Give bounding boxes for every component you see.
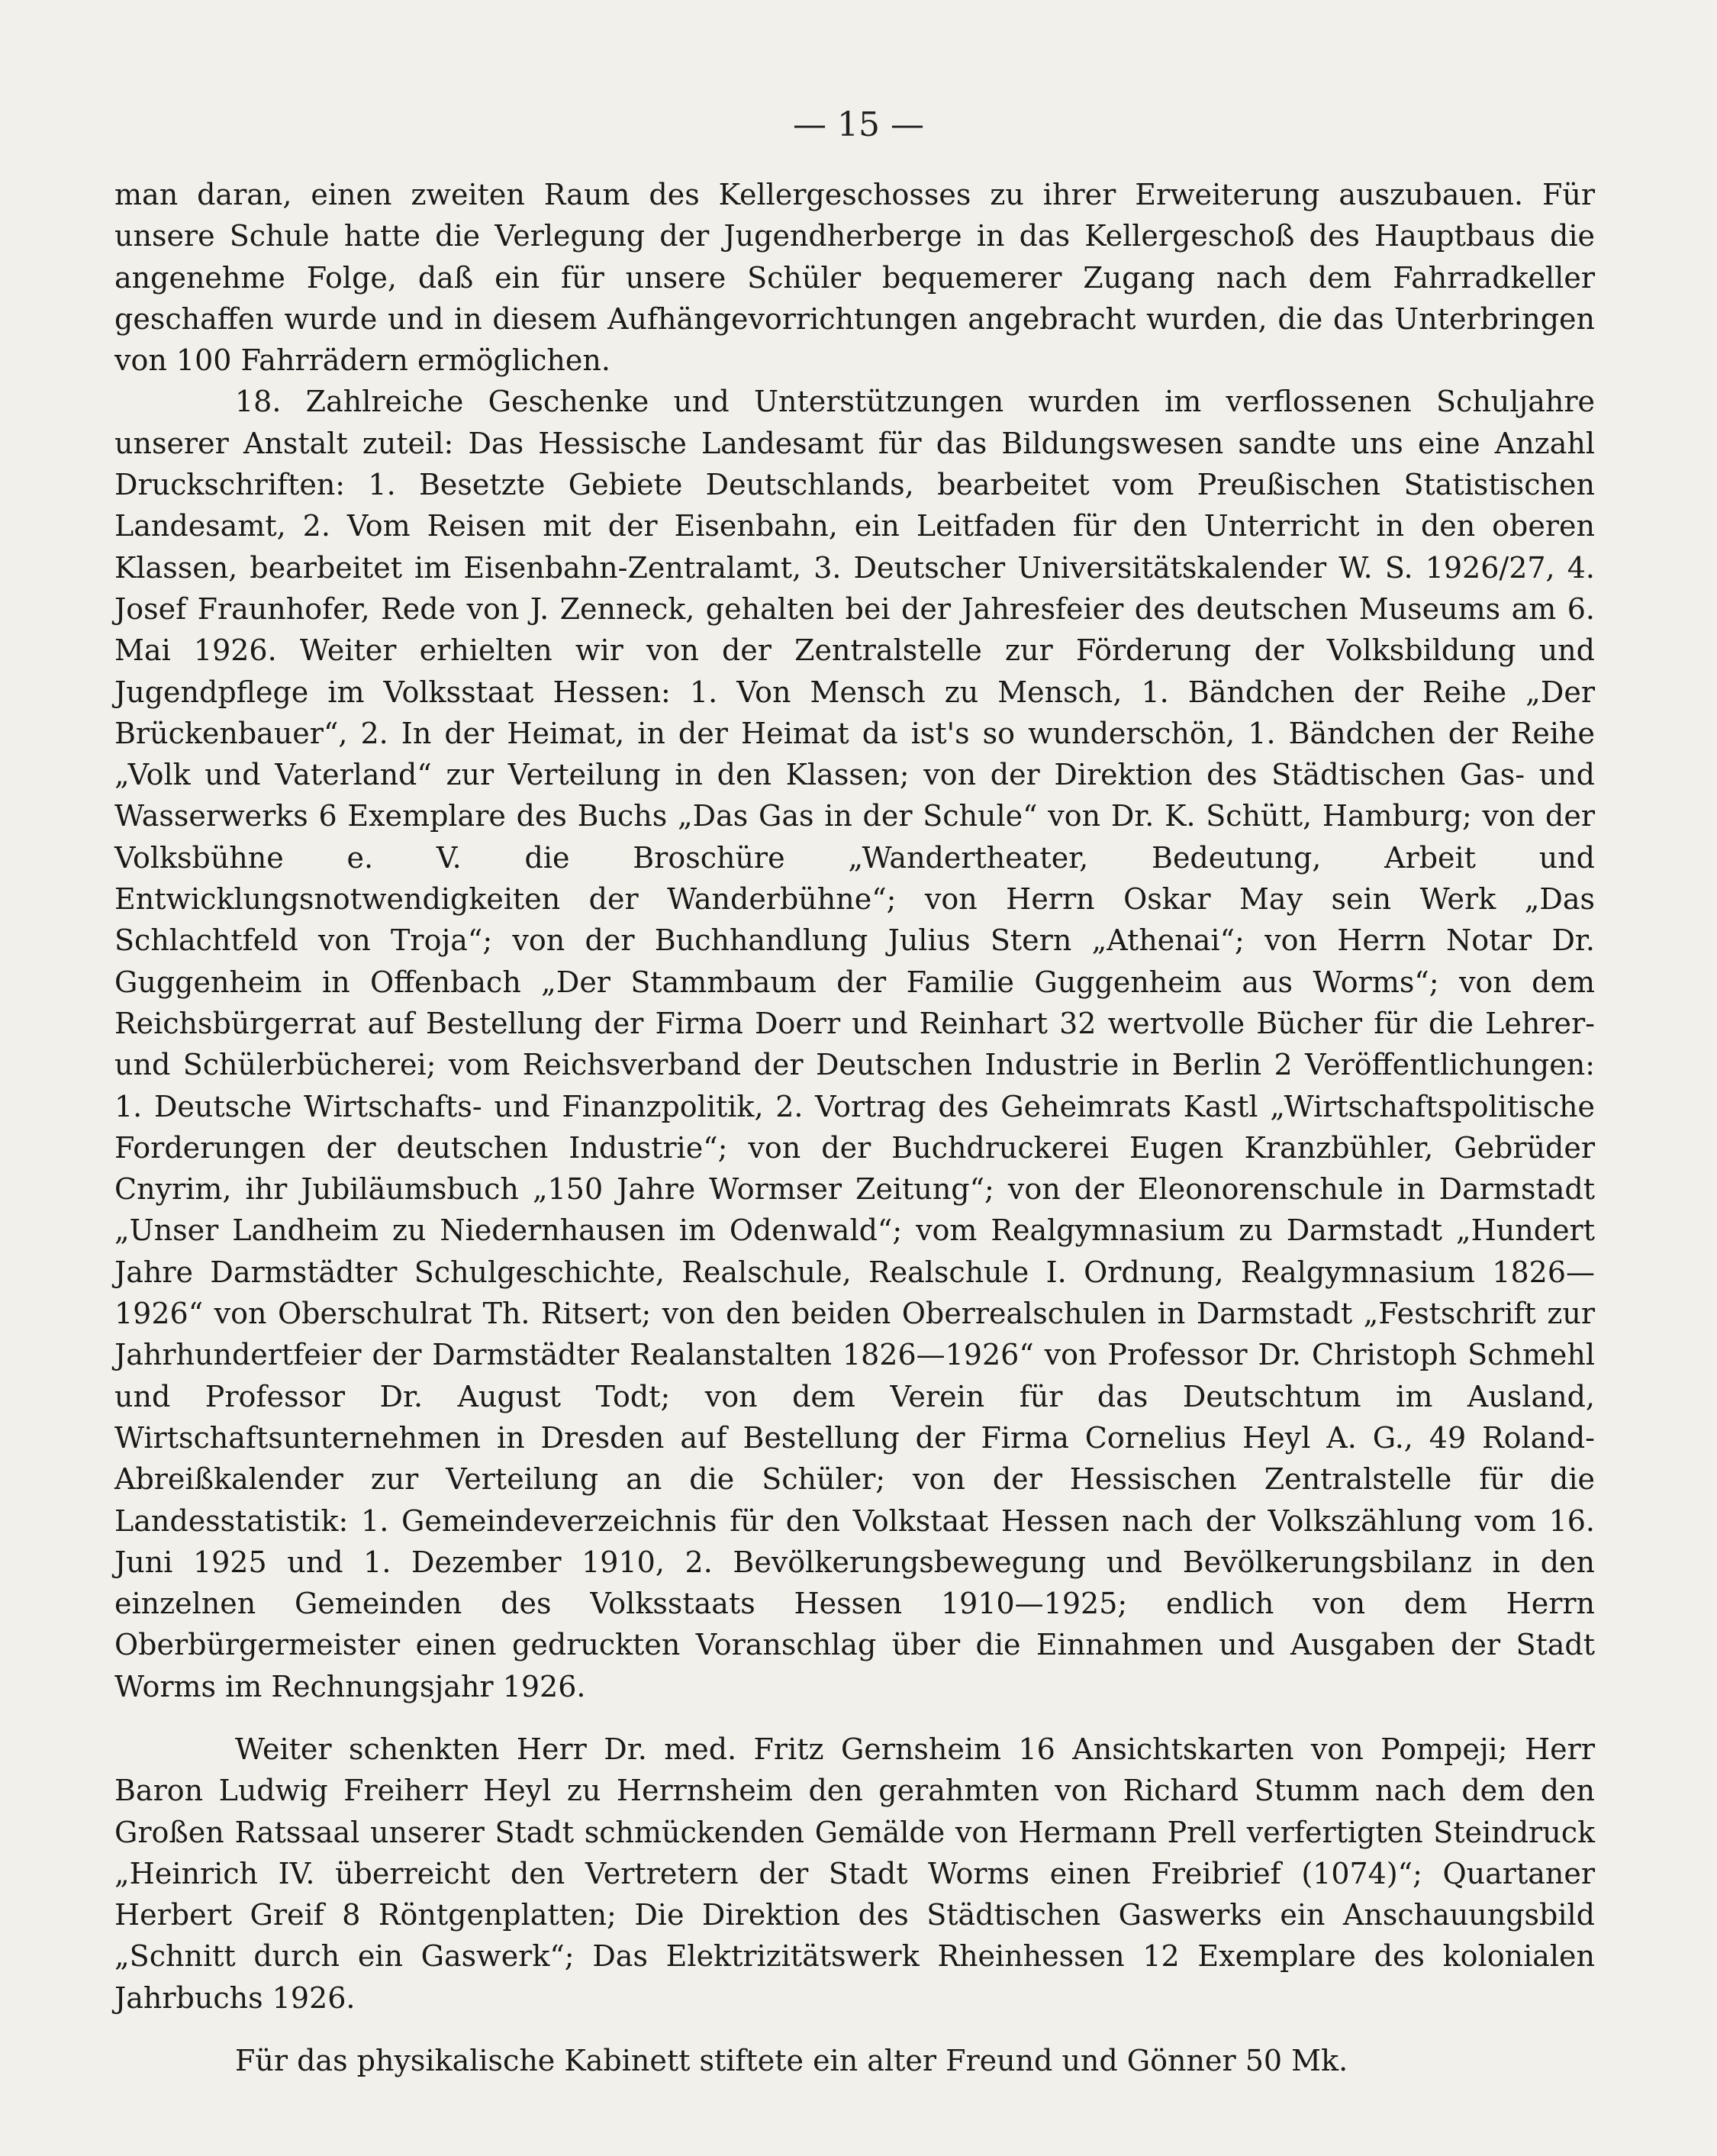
- paragraph-continuation: man daran, einen zweiten Raum des Kellergeschosses zu ihrer Erweiterung auszubauen. Für unsere Schule hatte die Verlegung der Jugendherberge in das Kellergeschoß des Hauptbaus die angenehme Folge, daß ein für unsere Schüler bequemerer Zugang nach dem Fahrradkeller geschaffen wurde und in diesem Aufhängevorrichtungen angebracht wurden, die das Unterbringen von 100 Fahrrädern ermöglichen.: [114, 178, 1595, 378]
- paragraph-physics-cabinet: Für das physikalische Kabinett stiftete ein alter Freund und Gönner 50 Mk.: [235, 2044, 1348, 2078]
- page-number: — 15 —: [793, 105, 924, 144]
- paragraph-further-gifts: Weiter schenkten Herr Dr. med. Fritz Gernsheim 16 Ansichtskarten von Pompeji; Herr Baron Ludwig Freiherr Heyl zu Herrnsheim den gerahmten von Richard Stumm nach dem den Großen Ratssaal unserer Stadt schmückenden Gemälde von Hermann Prell verfertigten Steindruck „Heinrich IV. überreicht den Vertretern der Stadt Worms einen Freibrief (1074)“; Quartaner Herbert Greif 8 Röntgenplatten; Die Direktion des Städtischen Gaswerks ein Anschauungsbild „Schnitt durch ein Gaswerk“; Das Elektrizitätswerk Rheinhessen 12 Exemplare des kolonialen Jahrbuchs 1926.: [114, 1732, 1595, 2015]
- paragraph-donations: 18. Zahlreiche Geschenke und Unterstützungen wurden im verflossenen Schuljahre unserer Anstalt zuteil: Das Hessische Landesamt für das Bildungswesen sandte uns eine Anzahl Druckschriften: 1. Besetzte Gebiete Deutschlands, bearbeitet vom Preußischen Statistischen Landesamt, 2. Vom Reisen mit der Eisenbahn, ein Leitfaden für den Unterricht in den oberen Klassen, bearbeitet im Eisenbahn-Zentralamt, 3. Deutscher Universitätskalender W. S. 1926/27, 4. Josef Fraunhofer, Rede von J. Zenneck, gehalten bei der Jahresfeier des deutschen Museums am 6. Mai 1926. Weiter erhielten wir von der Zentralstelle zur Förderung der Volksbildung und Jugendpflege im Volksstaat Hessen: 1. Von Mensch zu Mensch, 1. Bändchen der Reihe „Der Brückenbauer“, 2. In der Heimat, in der Heimat da ist's so wunderschön, 1. Bändchen der Reihe „Volk und Vaterland“ zur Verteilung in den Klassen; von der Direktion des Städtischen Gas- und Wasserwerks 6 Exemplare des Buchs „Das Gas in der Schule“ von Dr. K. Schütt, Hamburg; von der Volksbühne e. V. die Broschüre „Wandertheater, Bedeutung, Arbeit und Entwicklungsnotwendigkeiten der Wanderbühne“; von Herrn Oskar May sein Werk „Das Schlachtfeld von Troja“; von der Buchhandlung Julius Stern „Athenai“; von Herrn Notar Dr. Guggenheim in Offenbach „Der Stammbaum der Familie Guggenheim aus Worms“; von dem Reichsbürgerrat auf Bestellung der Firma Doerr und Reinhart 32 wertvolle Bücher für die Lehrer- und Schülerbücherei; vom Reichsverband der Deutschen Industrie in Berlin 2 Veröffentlichungen: 1. Deutsche Wirtschafts- und Finanzpolitik, 2. Vortrag des Geheimrats Kastl „Wirtschaftspolitische Forderungen der deutschen Industrie“; von der Buchdruckerei Eugen Kranzbühler, Gebrüder Cnyrim, ihr Jubiläumsbuch „150 Jahre Wormser Zeitung“; von der Eleonorenschule in Darmstadt „Unser Landheim zu Niedernhausen im Odenwald“; vom Realgymnasium zu Darmstadt „Hundert Jahre Darmstädter Schulgeschichte, Realschule, Realschule I. Ordnung, Realgymnasium 1826—1926“ von Oberschulrat Th. Ritsert; von den beiden Oberrealschulen in Darmstadt „Festschrift zur Jahrhundertfeier der Darmstädter Realanstalten 1826—1926“ von Professor Dr. Christoph Schmehl und Professor Dr. August Todt; von dem Verein für das Deutschtum im Ausland, Wirtschaftsunternehmen in Dresden auf Bestellung der Firma Cornelius Heyl A. G., 49 Roland-Abreißkalender zur Verteilung an die Schüler; von der Hessischen Zentralstelle für die Landesstatistik: 1. Gemeindeverzeichnis für den Volkstaat Hessen nach der Volkszählung vom 16. Juni 1925 und 1. Dezember 1910, 2. Bevölkerungsbewegung und Bevölkerungsbilanz in den einzelnen Gemeinden des Volksstaats Hessen 1910—1925; endlich von dem Herrn Oberbürgermeister einen gedruckten Voranschlag über die Einnahmen und Ausgaben der Stadt Worms im Rechnungsjahr 1926.: [114, 385, 1595, 1703]
- body-text: [114, 174, 1595, 2081]
